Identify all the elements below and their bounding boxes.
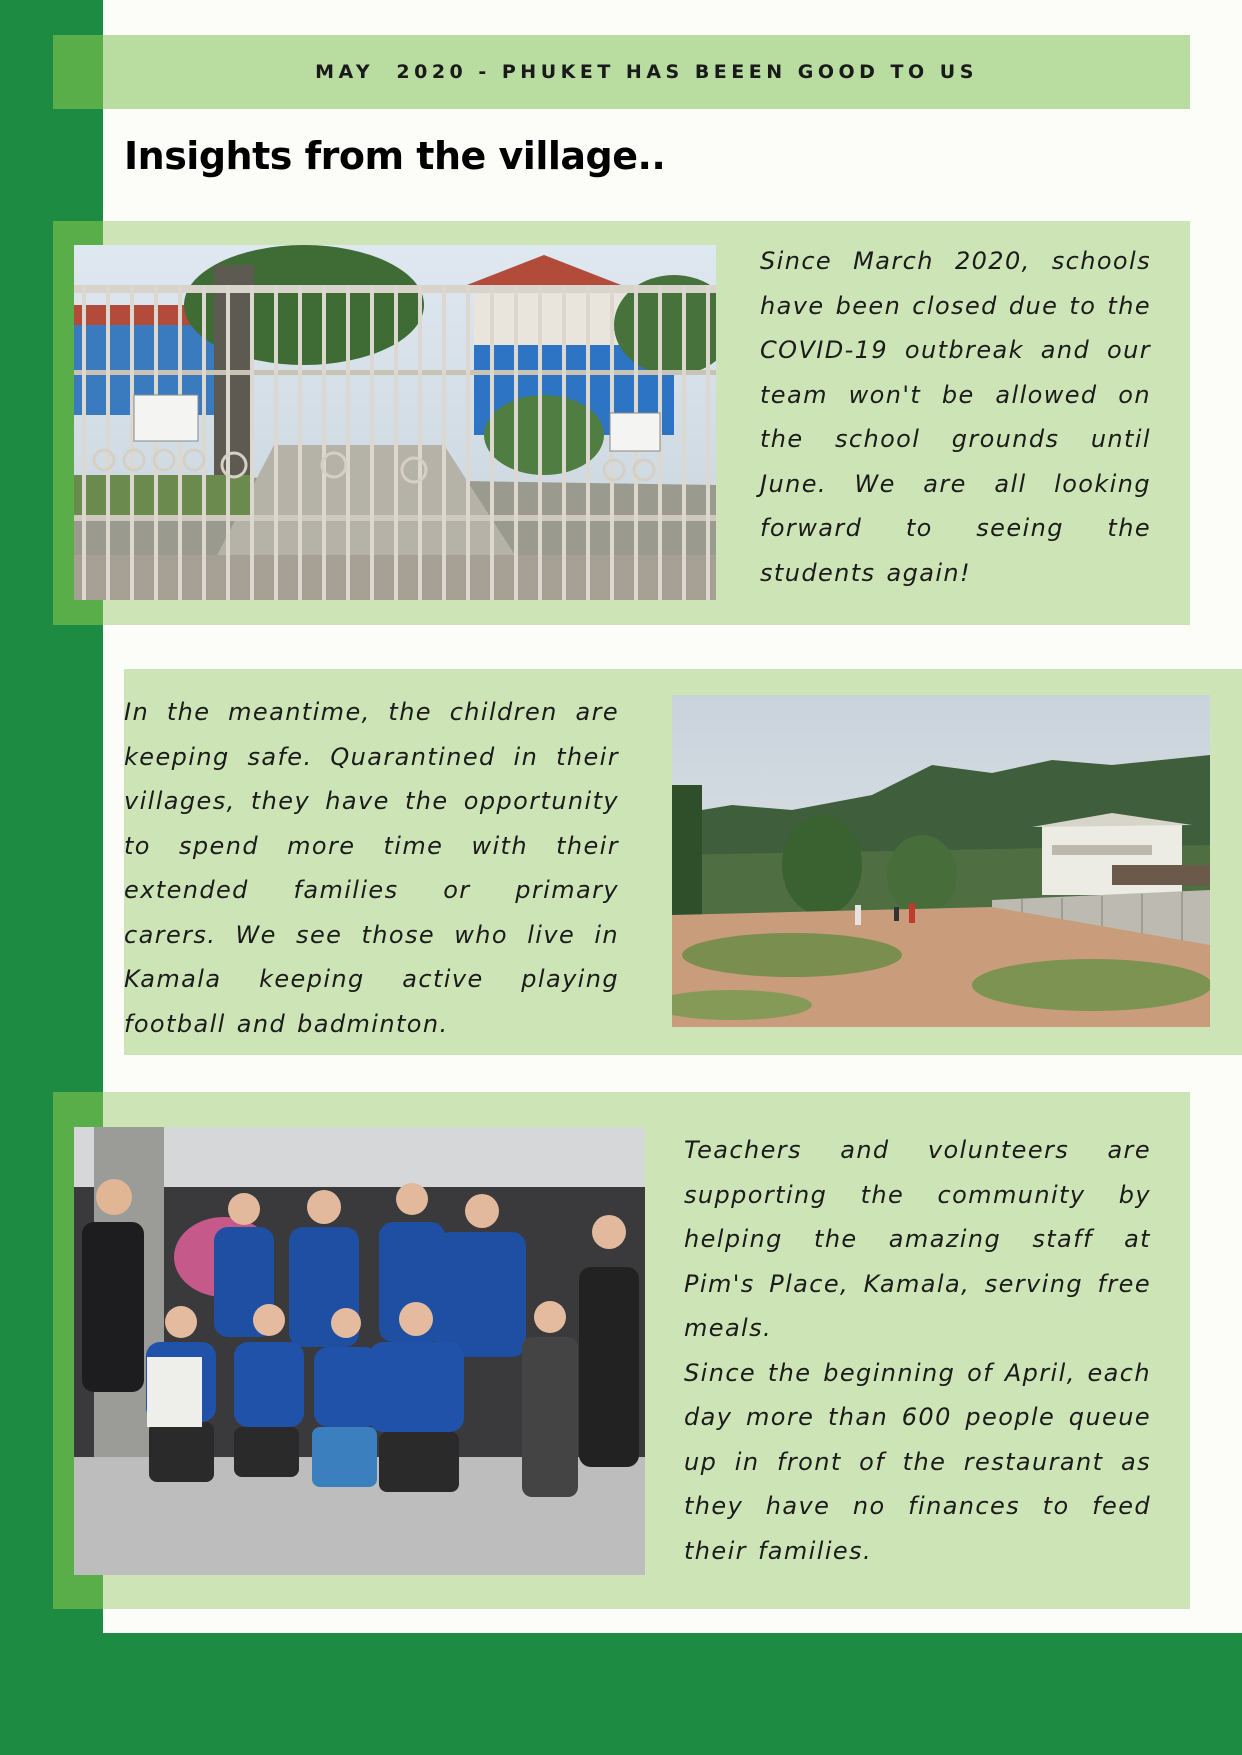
- bottom-green-bar: [0, 1633, 1242, 1755]
- school-gate-photo: [74, 245, 716, 600]
- section-3-text-para-2: Since the beginning of April, each day more than 600 people queue up in front of the restaurant as they have no finances to feed their families.: [684, 1358, 1151, 1565]
- page-title: Insights from the village..: [124, 134, 666, 178]
- section-3-text-para-1: Teachers and volunteers are supporting the community by helping the amazing staff at Pim's Place, Kamala, serving free meals.: [684, 1136, 1151, 1342]
- section-3-text: [684, 1128, 1151, 1573]
- header-accent: [53, 35, 103, 109]
- section-1-text: Since March 2020, schools have been closed due to the COVID-19 outbreak and our team won't be allowed on the school grounds until June. We are all looking forward to seeing the students again!: [760, 247, 1151, 587]
- volunteers-group-photo: [74, 1127, 645, 1575]
- village-field-photo: [672, 695, 1210, 1027]
- section-2-text: In the meantime, the children are keeping safe. Quarantined in their villages, they have the opportunity to spend more time with their extended families or primary carers. We see those who live in Kamala keeping active playing football and badminton.: [124, 698, 619, 1038]
- header-title: MAY 2020 - PHUKET HAS BEEEN GOOD TO US: [315, 61, 978, 83]
